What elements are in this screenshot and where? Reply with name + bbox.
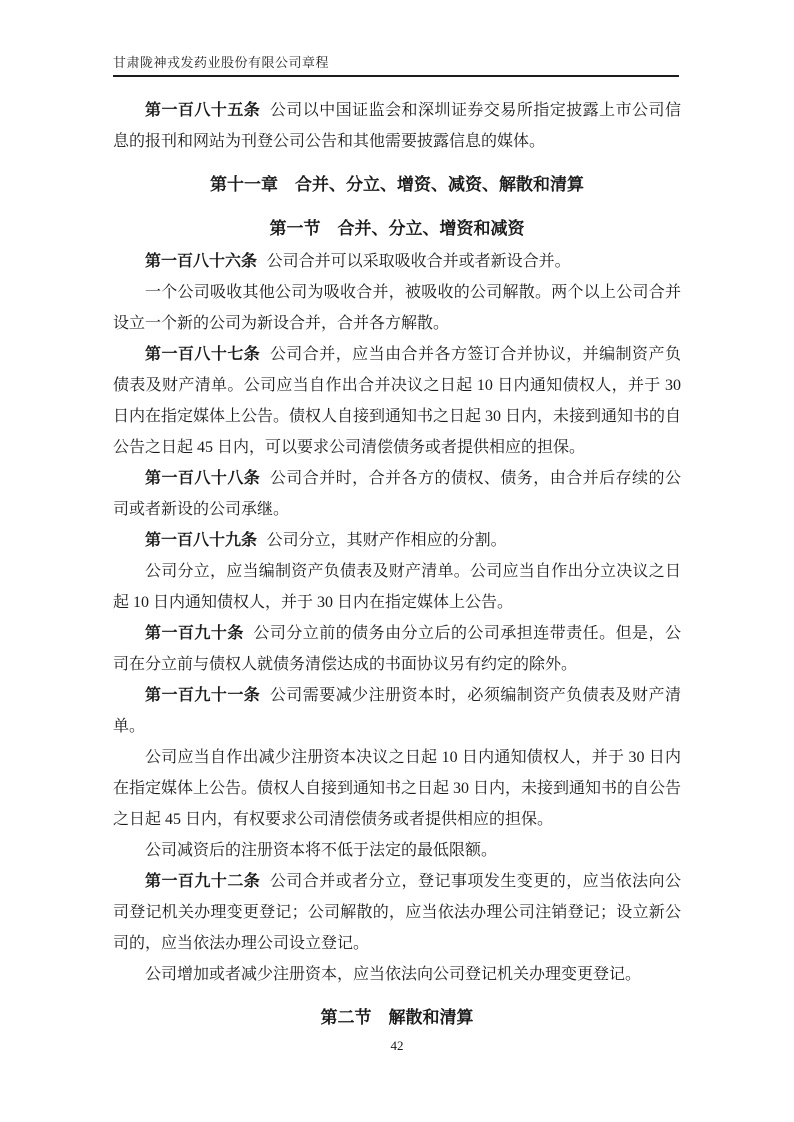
article-text: 公司分立，其财产作相应的分割。	[266, 532, 507, 549]
page-header	[113, 52, 679, 77]
section-heading-2: 第二节 解散和清算	[320, 1008, 474, 1027]
page-footer	[0, 1038, 794, 1054]
article-number: 第一百九十二条	[145, 873, 261, 890]
document-body	[113, 95, 681, 1035]
body-paragraph	[113, 742, 681, 835]
paragraph-text: 公司减资后的注册资本将不低于法定的最低限额。	[145, 842, 498, 859]
section-heading-1: 第一节 合并、分立、增资和减资	[269, 219, 525, 238]
article-paragraph-192	[113, 866, 681, 959]
article-text: 公司合并，应当由合并各方签订合并协议，并编制资产负债表及财产清单。公司应当自作出合并决议之日起 10 日内通知债权人，并于 30 日内在指定媒体上公告。债权人自接到通知书之日起 30 日内，未接到通知书的自公告之日起 45 日内，可以要求公司清偿债务或者提供相应的担保。	[113, 346, 682, 456]
paragraph-text: 一个公司吸收其他公司为吸收合并，被吸收的公司解散。两个以上公司合并设立一个新的公司为新设合并，合并各方解散。	[113, 284, 681, 332]
article-text: 公司合并可以采取吸收合并或者新设合并。	[266, 253, 571, 270]
article-number: 第一百八十九条	[145, 532, 258, 549]
article-number: 第一百八十七条	[145, 346, 261, 363]
body-paragraph	[113, 959, 681, 990]
article-paragraph-191	[113, 680, 681, 742]
article-number: 第一百八十五条	[145, 102, 261, 119]
article-paragraph-187	[113, 339, 681, 463]
article-number: 第一百九十条	[145, 625, 244, 642]
article-number: 第一百八十六条	[145, 253, 258, 270]
article-text: 公司需要减少注册资本时，必须编制资产负债表及财产清单。	[113, 687, 681, 735]
body-paragraph	[113, 556, 681, 618]
article-number: 第一百九十一条	[145, 687, 261, 704]
page-number: 42	[390, 1038, 404, 1053]
body-paragraph	[113, 835, 681, 866]
article-paragraph-185	[113, 95, 681, 157]
paragraph-text: 公司增加或者减少注册资本，应当依法向公司登记机关办理变更登记。	[145, 966, 642, 983]
article-text: 公司合并时，合并各方的债权、债务，由合并后存续的公司或者新设的公司承继。	[113, 470, 681, 518]
article-number: 第一百八十八条	[145, 470, 261, 487]
body-paragraph	[113, 277, 681, 339]
article-paragraph-188	[113, 463, 681, 525]
header-title: 甘肃陇神戎发药业股份有限公司章程	[113, 55, 330, 70]
chapter-heading: 第十一章 合并、分立、增资、减资、解散和清算	[210, 175, 584, 194]
article-paragraph-190	[113, 618, 681, 680]
article-text: 公司分立前的债务由分立后的公司承担连带责任。但是，公司在分立前与债权人就债务清偿达成的书面协议另有约定的除外。	[113, 625, 681, 673]
paragraph-text: 公司分立，应当编制资产负债表及财产清单。公司应当自作出分立决议之日起 10 日内通知债权人，并于 30 日内在指定媒体上公告。	[113, 563, 681, 611]
article-paragraph-189	[113, 525, 681, 556]
article-text: 公司以中国证监会和深圳证券交易所指定披露上市公司信息的报刊和网站为刊登公司公告和其他需要披露信息的媒体。	[113, 102, 681, 150]
article-paragraph-186	[113, 246, 681, 277]
article-text: 公司合并或者分立，登记事项发生变更的，应当依法向公司登记机关办理变更登记；公司解散的，应当依法办理公司注销登记；设立新公司的，应当依法办理公司设立登记。	[113, 873, 681, 952]
paragraph-text: 公司应当自作出减少注册资本决议之日起 10 日内通知债权人，并于 30 日内在指定媒体上公告。债权人自接到通知书之日起 30 日内，未接到通知书的自公告之日起 45 日内，有权要求公司清偿债务或者提供相应的担保。	[113, 749, 682, 828]
